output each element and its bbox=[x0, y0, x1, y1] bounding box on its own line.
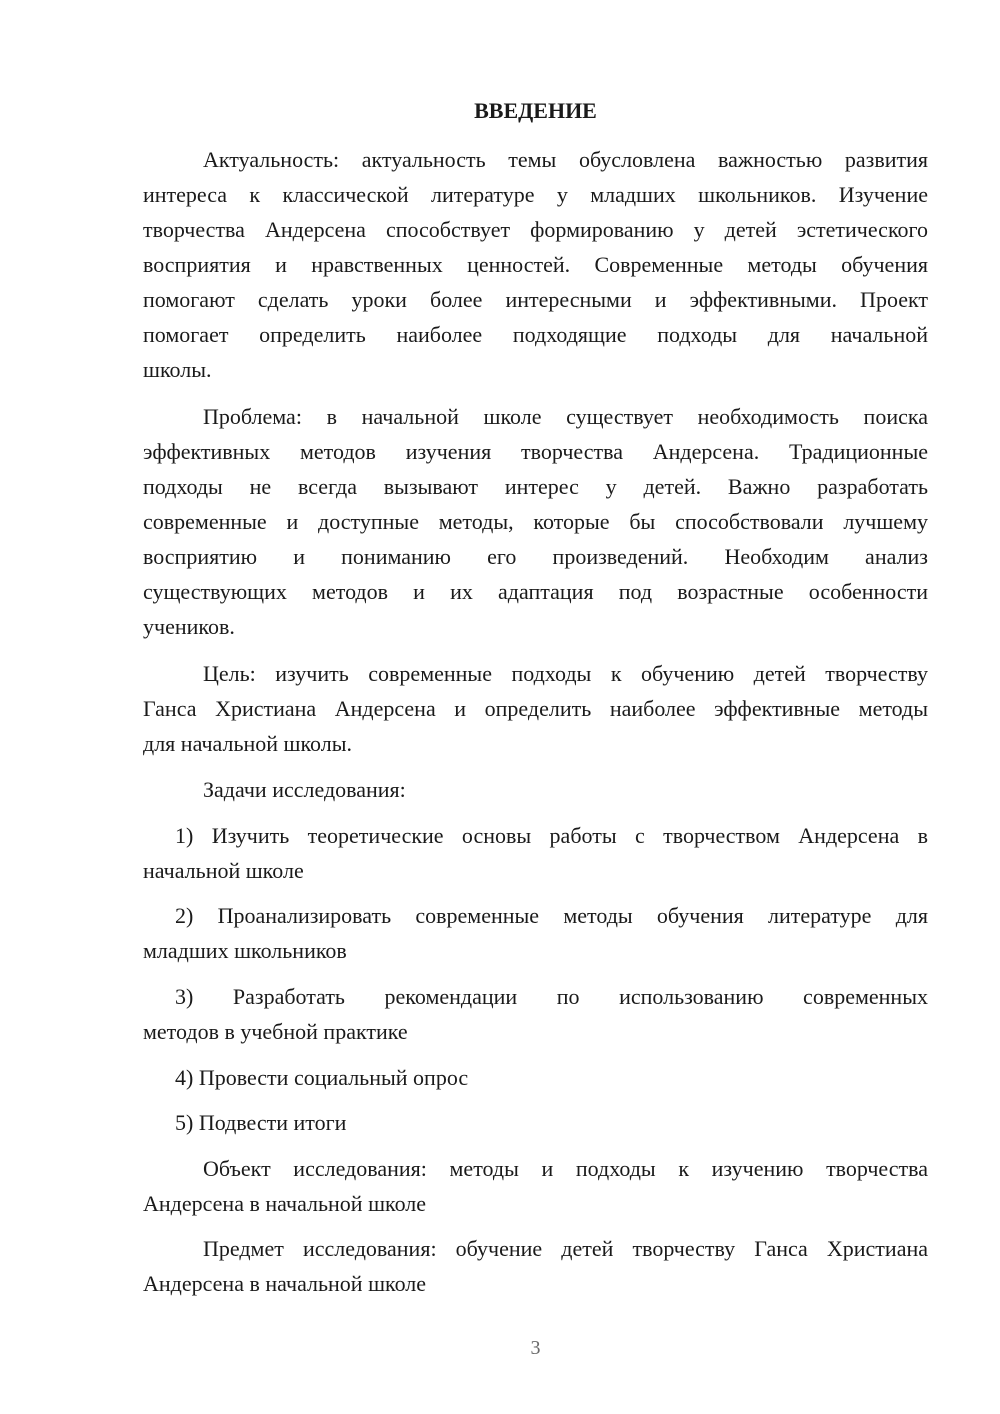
paragraph-subject bbox=[143, 1231, 928, 1301]
paragraph-line: Задачи исследования: bbox=[203, 777, 406, 802]
list-item-task-2 bbox=[143, 898, 928, 968]
paragraph-line: эффективных методов изучения творчества Андерсена. Традиционные bbox=[143, 439, 928, 464]
paragraph-line: Ганса Христиана Андерсена и определить наиболее эффективные методы bbox=[143, 696, 928, 721]
paragraph-goal bbox=[143, 656, 928, 761]
paragraph-line: 3) Разработать рекомендации по использованию современных bbox=[175, 984, 928, 1009]
paragraph-line: творчества Андерсена способствует формированию у детей эстетического bbox=[143, 217, 928, 242]
paragraph-line: 1) Изучить теоретические основы работы с творчеством Андерсена в bbox=[175, 823, 928, 848]
paragraph-line: помогают сделать уроки более интересными и эффективными. Проект bbox=[143, 287, 928, 312]
paragraph-line: 5) Подвести итоги bbox=[175, 1110, 347, 1135]
paragraph-line: Андерсена в начальной школе bbox=[143, 1271, 427, 1296]
paragraph-line: интереса к классической литературе у младших школьников. Изучение bbox=[143, 182, 928, 207]
paragraph-line: Андерсена в начальной школе bbox=[143, 1191, 427, 1216]
paragraph-line: восприятию и пониманию его произведений. Необходим анализ bbox=[143, 544, 928, 569]
page-number: 3 bbox=[530, 1337, 541, 1359]
paragraph-tasks-heading bbox=[143, 772, 928, 807]
list-item-task-1 bbox=[143, 818, 928, 888]
list-item-task-3 bbox=[143, 979, 928, 1049]
page-title: ВВЕДЕНИЕ bbox=[474, 98, 597, 123]
paragraph-line: 4) Провести социальный опрос bbox=[175, 1065, 469, 1090]
paragraph-problem bbox=[143, 399, 928, 644]
paragraph-line: Проблема: в начальной школе существует необходимость поиска bbox=[203, 404, 928, 429]
paragraph-object bbox=[143, 1151, 928, 1221]
paragraph-line: Предмет исследования: обучение детей творчеству Ганса Христиана bbox=[203, 1236, 928, 1261]
paragraph-line: начальной школе bbox=[143, 858, 304, 883]
paragraph-line: 2) Проанализировать современные методы обучения литературе для bbox=[175, 903, 928, 928]
paragraph-line: Цель: изучить современные подходы к обучению детей творчеству bbox=[203, 661, 928, 686]
paragraph-line: школы. bbox=[143, 357, 212, 382]
paragraph-line: Актуальность: актуальность темы обусловлена важностью развития bbox=[203, 147, 928, 172]
paragraph-line: современные и доступные методы, которые бы способствовали лучшему bbox=[143, 509, 928, 534]
paragraph-line: методов в учебной практике bbox=[143, 1019, 408, 1044]
list-item-task-4 bbox=[143, 1060, 928, 1095]
paragraph-line: младших школьников bbox=[143, 938, 347, 963]
list-item-task-5 bbox=[143, 1105, 928, 1140]
paragraph-line: учеников. bbox=[143, 614, 235, 639]
paragraph-line: помогает определить наиболее подходящие подходы для начальной bbox=[143, 322, 928, 347]
paragraph-line: подходы не всегда вызывают интерес у детей. Важно разработать bbox=[143, 474, 928, 499]
paragraph-line: для начальной школы. bbox=[143, 731, 353, 756]
paragraph-relevance bbox=[143, 142, 928, 387]
paragraph-line: существующих методов и их адаптация под возрастные особенности bbox=[143, 579, 928, 604]
paragraph-line: Объект исследования: методы и подходы к изучению творчества bbox=[203, 1156, 928, 1181]
paragraph-line: восприятия и нравственных ценностей. Современные методы обучения bbox=[143, 252, 928, 277]
